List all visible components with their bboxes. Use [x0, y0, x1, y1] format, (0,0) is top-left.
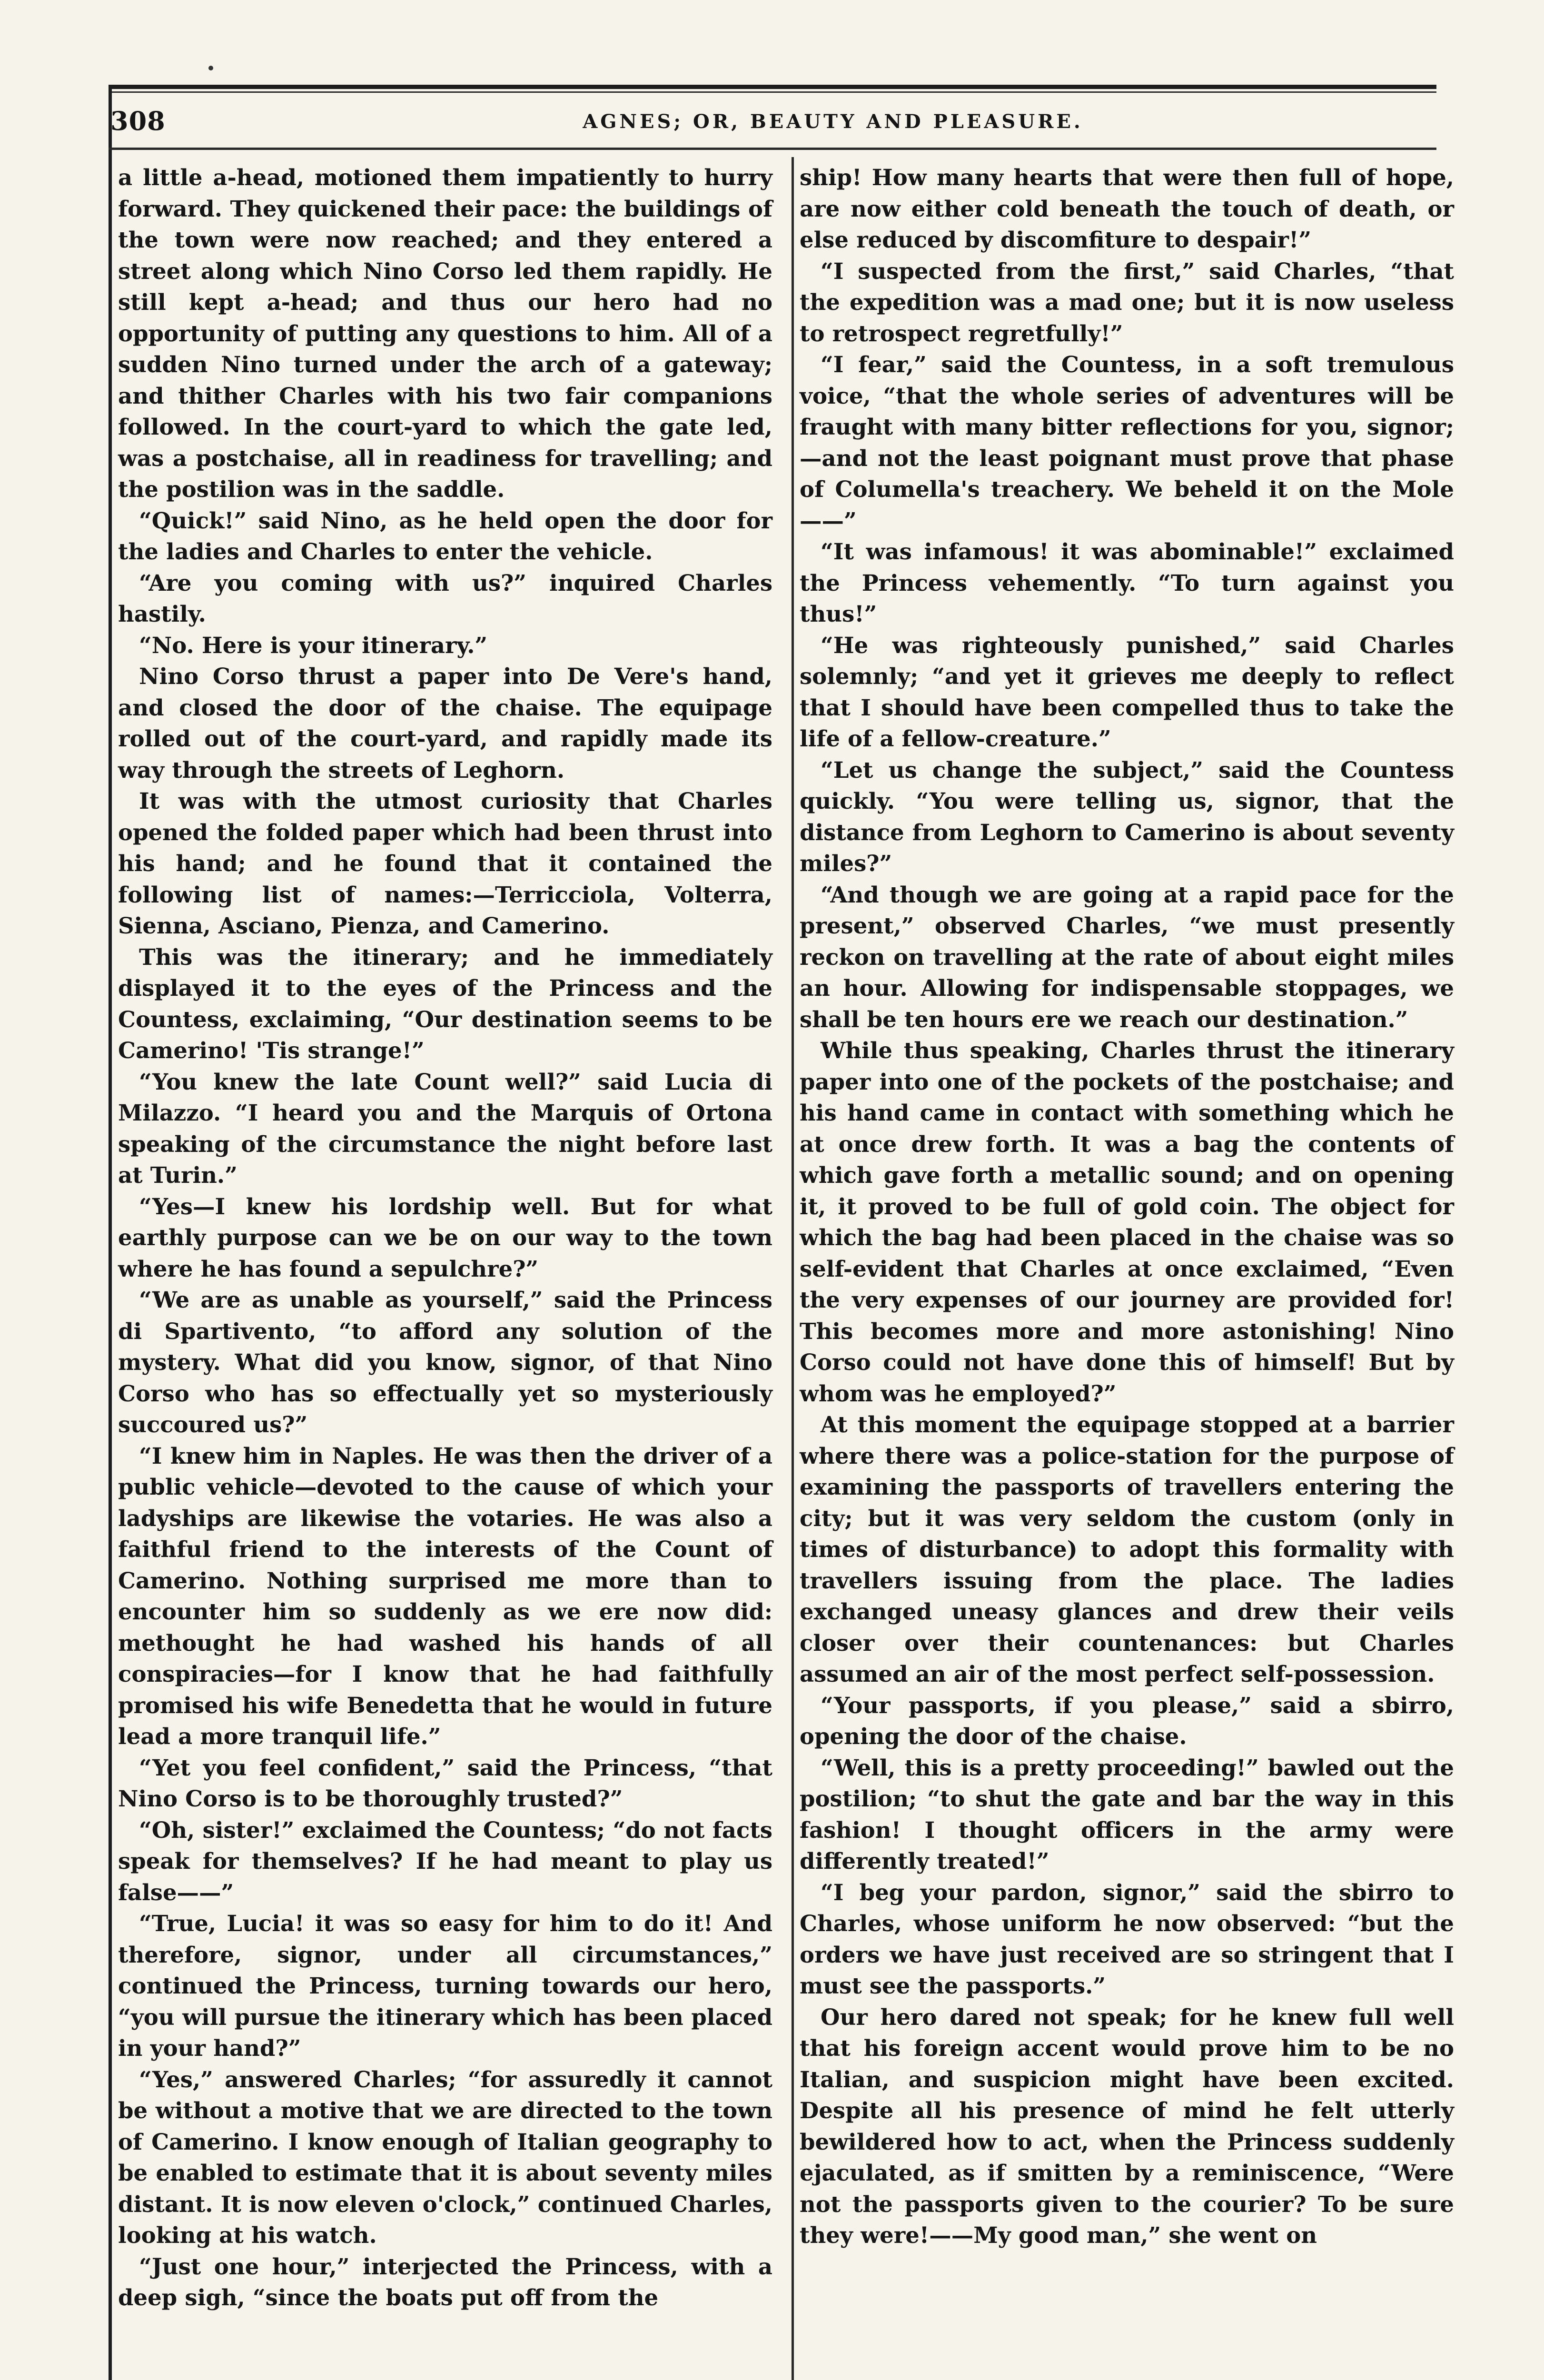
paragraph: At this moment the equipage stopped at a barrier where there was a police-station for the purpose of examining the passports of travellers entering the city; but it was very seldom the custom (only in times of disturbance) to adopt this formality with travellers issuing from the place. The ladies exchanged uneasy glances and drew their veils closer over their countenances: but Charles assumed an air of the most perfect self-possession. [800, 1411, 1454, 1687]
page-number: 308 [110, 106, 166, 136]
paragraph: “I suspected from the first,” said Charles, “that the expedition was a mad one; but it is now useless to retrospect regretfully!” [800, 258, 1454, 347]
ink-speck [208, 66, 213, 70]
paragraph: Our hero dared not speak; for he knew full well that his foreign accent would prove him to be no Italian, and suspicion might have been excited. Despite all his presence of mind he felt utterly bewildered how to act, when the Princess suddenly ejaculated, as if smitten by a reminiscence, “Were not the passports given to the courier? To be sure they were!——My good man,” she went on [800, 2003, 1454, 2248]
header-rule [109, 148, 1436, 150]
paragraph: “Just one hour,” interjected the Princess, with a deep sigh, “since the boats put off from the [118, 2253, 772, 2311]
paragraph: “Yet you feel confident,” said the Princess, “that Nino Corso is to be thoroughly trusted?” [118, 1754, 772, 1812]
right-column [800, 162, 1454, 2251]
paragraph: It was with the utmost curiosity that Charles opened the folded paper which had been thrust into his hand; and he found that it contained the following list of names:—Terricciola, Volterra, Sienna, Asciano, Pienza, and Camerino. [118, 788, 772, 939]
paragraph: ship! How many hearts that were then full of hope, are now either cold beneath the touch of death, or else reduced by discomfiture to despair!” [800, 164, 1454, 253]
paragraph: While thus speaking, Charles thrust the itinerary paper into one of the pockets of the postchaise; and his hand came in contact with something which he at once drew forth. It was a bag the contents of which gave forth a metallic sound; and on opening it, it proved to be full of gold coin. The object for which the bag had been placed in the chaise was so self-evident that Charles at once exclaimed, “Even the very expenses of our journey are provided for! This becomes more and more astonishing! Nino Corso could not have done this of himself! But by whom was he employed?” [800, 1037, 1454, 1407]
column-divider [792, 157, 794, 2380]
paragraph: “I knew him in Naples. He was then the driver of a public vehicle—devoted to the cause of which your ladyships are likewise the votaries. He was also a faithful friend to the interests of the Count of Camerino. Nothing surprised me more than to encounter him so suddenly as we ere now did: methought he had washed his hands of all conspiracies—for I know that he had faithfully promised his wife Benedetta that he would in future lead a more tranquil life.” [118, 1442, 772, 1749]
top-border-rule [109, 85, 1436, 89]
paragraph: “He was righteously punished,” said Charles solemnly; “and yet it grieves me deeply to reflect that I should have been compelled thus to take the life of a fellow-creature.” [800, 632, 1454, 752]
paragraph: “It was infamous! it was abominable!” exclaimed the Princess vehemently. “To turn against you thus!” [800, 538, 1454, 627]
paragraph: “Well, this is a pretty proceeding!” bawled out the postilion; “to shut the gate and bar the way in this fashion! I thought officers in the army were differently treated!” [800, 1754, 1454, 1874]
paragraph: “Your passports, if you please,” said a sbirro, opening the door of the chaise. [800, 1692, 1454, 1749]
paragraph: “No. Here is your itinerary.” [139, 632, 488, 658]
paragraph: “You knew the late Count well?” said Lucia di Milazzo. “I heard you and the Marquis of Ortona speaking of the circumstance the night before last at Turin.” [118, 1068, 772, 1188]
paragraph: “I beg your pardon, signor,” said the sbirro to Charles, whose uniform he now observed: “but the orders we have just received are so stringent that I must see the passports.” [800, 1879, 1454, 1999]
top-border-rule-inner [109, 91, 1436, 93]
paragraph: Nino Corso thrust a paper into De Vere's hand, and closed the door of the chaise. The equipage rolled out of the court-yard, and rapidly made its way through the streets of Leghorn. [118, 663, 772, 783]
running-head: AGNES; OR, BEAUTY AND PLEASURE. [583, 110, 1083, 133]
paragraph: “Are you coming with us?” inquired Charles hastily. [118, 569, 772, 627]
left-column [118, 162, 772, 2313]
paragraph: This was the itinerary; and he immediately displayed it to the eyes of the Princess and the Countess, exclaiming, “Our destination seems to be Camerino! 'Tis strange!” [118, 943, 772, 1063]
paragraph: “Yes,” answered Charles; “for assuredly it cannot be without a motive that we are directed to the town of Camerino. I know enough of Italian geography to be enabled to estimate that it is about seventy miles distant. It is now eleven o'clock,” continued Charles, looking at his watch. [118, 2066, 772, 2248]
paragraph: “True, Lucia! it was so easy for him to do it! And therefore, signor, under all circumstances,” continued the Princess, turning towards our hero, “you will pursue the itinerary which has been placed in your hand?” [118, 1910, 772, 2061]
left-border-rule [109, 85, 112, 2380]
paragraph: “We are as unable as yourself,” said the Princess di Spartivento, “to afford any solution of the mystery. What did you know, signor, of that Nino Corso who has so effectually yet so mysteriously succoured us?” [118, 1287, 772, 1438]
paragraph: “Oh, sister!” exclaimed the Countess; “do not facts speak for themselves? If he had meant to play us false——” [118, 1816, 772, 1905]
paragraph: “Let us change the subject,” said the Countess quickly. “You were telling us, signor, that the distance from Leghorn to Camerino is about seventy miles?” [800, 756, 1454, 876]
paragraph: a little a-head, motioned them impatiently to hurry forward. They quickened their pace: the buildings of the town were now reached; and they entered a street along which Nino Corso led them rapidly. He still kept a-head; and thus our hero had no opportunity of putting any questions to him. All of a sudden Nino turned under the arch of a gateway; and thither Charles with his two fair companions followed. In the court-yard to which the gate led, was a postchaise, all in readiness for travelling; and the postilion was in the saddle. [118, 164, 772, 502]
paragraph: “Quick!” said Nino, as he held open the door for the ladies and Charles to enter the vehicle. [118, 507, 772, 565]
paragraph: “Yes—I knew his lordship well. But for what earthly purpose can we be on our way to the town where he has found a sepulchre?” [118, 1193, 772, 1282]
paragraph: “I fear,” said the Countess, in a soft tremulous voice, “that the whole series of adventures will be fraught with many bitter reflections for you, signor;—and not the least poignant must prove that phase of Columella's treachery. We beheld it on the Mole——” [800, 351, 1454, 534]
paragraph: “And though we are going at a rapid pace for the present,” observed Charles, “we must presently reckon on travelling at the rate of about eight miles an hour. Allowing for indispensable stoppages, we shall be ten hours ere we reach our destination.” [800, 881, 1454, 1032]
